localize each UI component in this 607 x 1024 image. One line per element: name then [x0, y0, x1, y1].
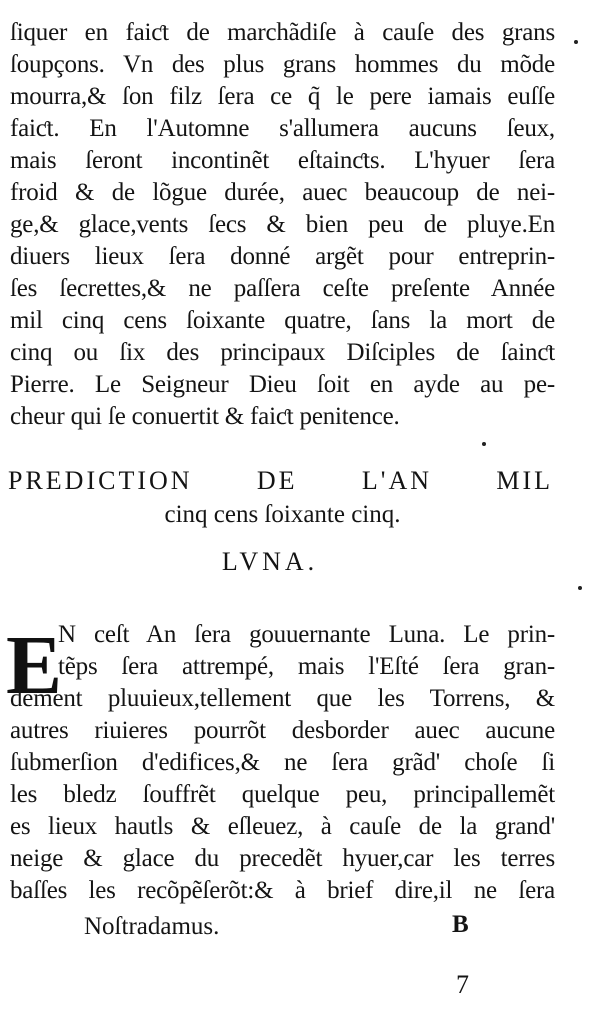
text-line: N ceſt An ſera gouuernante Luna. Le prin-	[58, 621, 555, 648]
text-line: ſiquer en faiƈt de marchãdiſe à cauſe des grans	[10, 19, 555, 46]
text-line: autres riuieres pourrõt desborder auec aucune	[10, 717, 555, 744]
page-number: 7	[456, 970, 469, 999]
prediction-subheading: cinq cens ſoixante cinq.	[164, 501, 401, 528]
text-line: dement pluuieux,tellement que les Torrens, &	[10, 685, 555, 712]
signature-mark: B	[452, 911, 469, 938]
text-line: Pierre. Le Seigneur Dieu ſoit en ayde au pe-	[10, 371, 555, 398]
text-line: es lieux hautls & eſleuez, à cauſe de la grand'	[10, 813, 555, 840]
ink-speck	[578, 586, 582, 590]
text-line: ſubmerſion d'edifices,& ne ſera grãd' choſe ſi	[10, 749, 555, 776]
ink-speck	[574, 40, 578, 44]
section-title: LVNA.	[221, 547, 319, 576]
text-line: les bledz ſouffrẽt quelque peu, principallemẽt	[10, 781, 555, 808]
catchword-signature: Noſtradamus.	[84, 913, 220, 940]
text-line: ſes ſecrettes,& ne paſſera ceſte preſente Année	[10, 275, 555, 302]
text-line: mourra,& ſon filz ſera ce q̃ le pere iamais euſſe	[10, 83, 555, 110]
text-line: neige & glace du precedẽt hyuer,car les terres	[10, 845, 555, 872]
ink-speck	[482, 442, 486, 446]
text-line: cheur qui ſe conuertit & faiƈt penitence.	[10, 403, 400, 430]
text-line: ſoupçons. Vn des plus grans hommes du mõde	[10, 51, 555, 78]
text-line: diuers lieux ſera donné argẽt pour entreprin-	[10, 243, 555, 270]
text-line: ge,& glace,vents ſecs & bien peu de pluye.En	[10, 211, 555, 238]
text-line: froid & de lõgue durée, auec beaucoup de nei-	[10, 179, 555, 206]
text-line: baſſes les recõpẽſerõt:& à brief dire,il ne ſera	[10, 877, 555, 904]
text-line: cinq ou ſix des principaux Diſciples de ſainƈt	[10, 339, 555, 366]
prediction-heading: PREDICTION DE L'AN MIL	[8, 466, 553, 495]
text-line: tẽps ſera attrempé, mais l'Eſté ſera gran-	[58, 653, 555, 680]
drop-cap: E	[6, 619, 63, 712]
text-line: mil cinq cens ſoixante quatre, ſans la mort de	[10, 307, 555, 334]
text-line: mais ſeront incontinẽt eſtainƈts. L'hyuer ſera	[10, 147, 555, 174]
text-line: faiƈt. En l'Automne s'allumera aucuns ſeux,	[10, 115, 555, 142]
